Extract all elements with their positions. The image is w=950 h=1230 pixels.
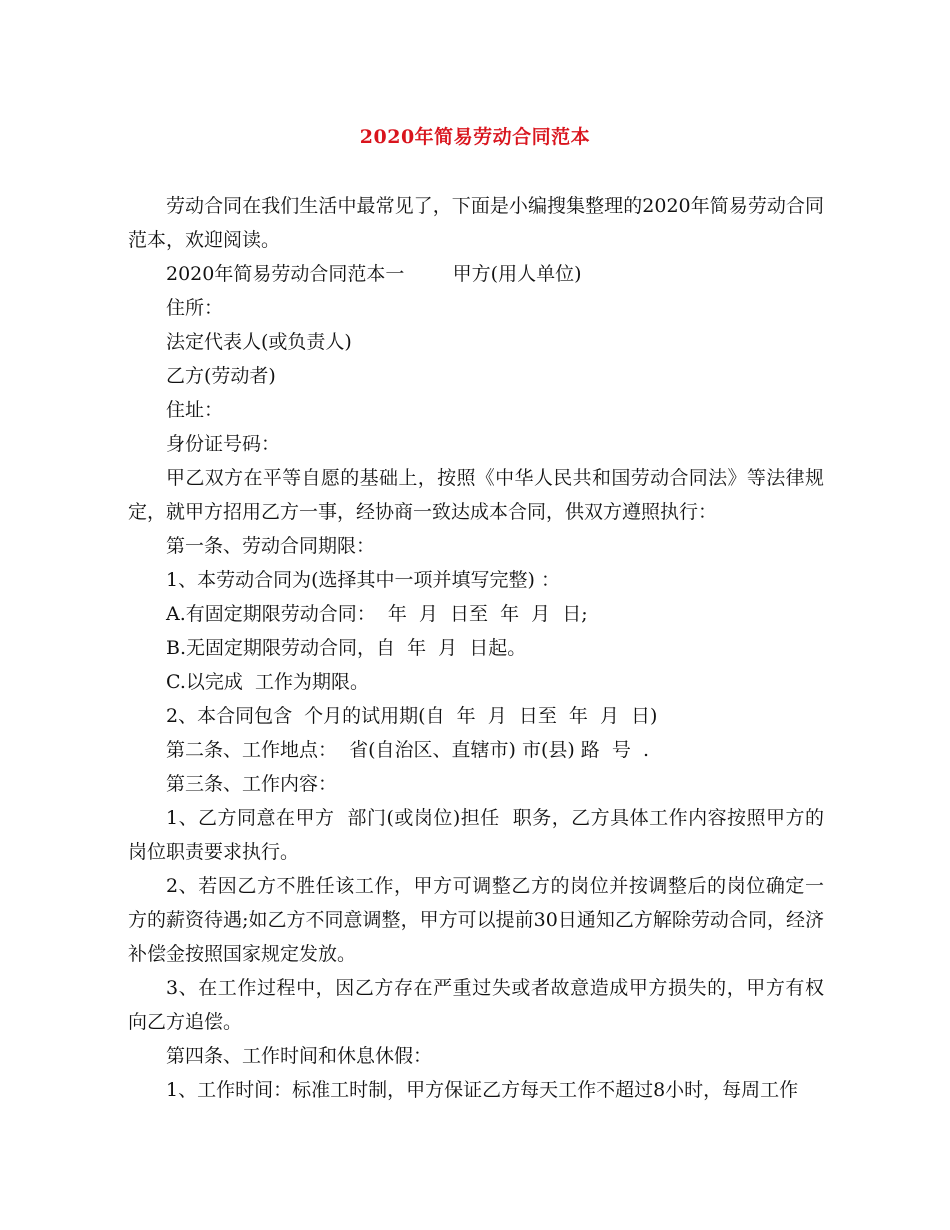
paragraph-legal-representative: 法定代表人(或负责人) <box>166 331 352 353</box>
paragraph-intro: 劳动合同在我们生活中最常见了，下面是小编搜集整理的2020年简易劳动合同范本，欢迎阅读。 <box>128 195 824 251</box>
paragraph-party-b-address: 住址： <box>166 399 224 421</box>
paragraph-option-a: A.有固定期限劳动合同： 年 月 日至 年 月 日; <box>166 603 588 625</box>
document-title: 2020年简易劳动合同范本 <box>359 126 591 148</box>
paragraph-party-a-address: 住所： <box>166 297 224 319</box>
paragraph-article-2: 第二条、工作地点： 省(自治区、直辖市) 市(县) 路 号 . <box>166 739 650 761</box>
paragraph-option-b: B.无固定期限劳动合同，自 年 月 日起。 <box>166 637 527 659</box>
document-body <box>128 189 824 1107</box>
paragraph-article-4-item-1: 1、工作时间：标准工时制，甲方保证乙方每天工作不超过8小时，每周工作 <box>166 1079 799 1101</box>
paragraph-article-1-item-1: 1、本劳动合同为(选择其中一项并填写完整) ： <box>166 569 560 591</box>
paragraph-option-c: C.以完成 工作为期限。 <box>166 671 369 693</box>
paragraph-article-4: 第四条、工作时间和休息休假： <box>166 1045 433 1067</box>
paragraph-article-3-item-3: 3、在工作过程中，因乙方存在严重过失或者故意造成甲方损失的，甲方有权向乙方追偿。 <box>128 977 824 1033</box>
paragraph-party-b: 乙方(劳动者) <box>166 365 276 387</box>
paragraph-article-3-item-1: 1、乙方同意在甲方 部门(或岗位)担任 职务，乙方具体工作内容按照甲方的岗位职责要求执行。 <box>128 807 824 863</box>
paragraph-preamble: 甲乙双方在平等自愿的基础上，按照《中华人民共和国劳动合同法》等法律规定，就甲方招用乙方一事，经协商一致达成本合同，供双方遵照执行： <box>128 467 824 523</box>
paragraph-article-3: 第三条、工作内容： <box>166 773 338 795</box>
paragraph-article-3-item-2: 2、若因乙方不胜任该工作，甲方可调整乙方的岗位并按调整后的岗位确定一方的薪资待遇;如乙方不同意调整，甲方可以提前30日通知乙方解除劳动合同，经济补偿金按照国家规定发放。 <box>128 875 824 965</box>
paragraph-template-heading: 2020年简易劳动合同范本一 甲方(用人单位) <box>166 263 582 285</box>
paragraph-probation: 2、本合同包含 个月的试用期(自 年 月 日至 年 月 日) <box>166 705 658 727</box>
paragraph-article-1: 第一条、劳动合同期限： <box>166 535 376 557</box>
paragraph-id-number: 身份证号码： <box>166 433 281 455</box>
